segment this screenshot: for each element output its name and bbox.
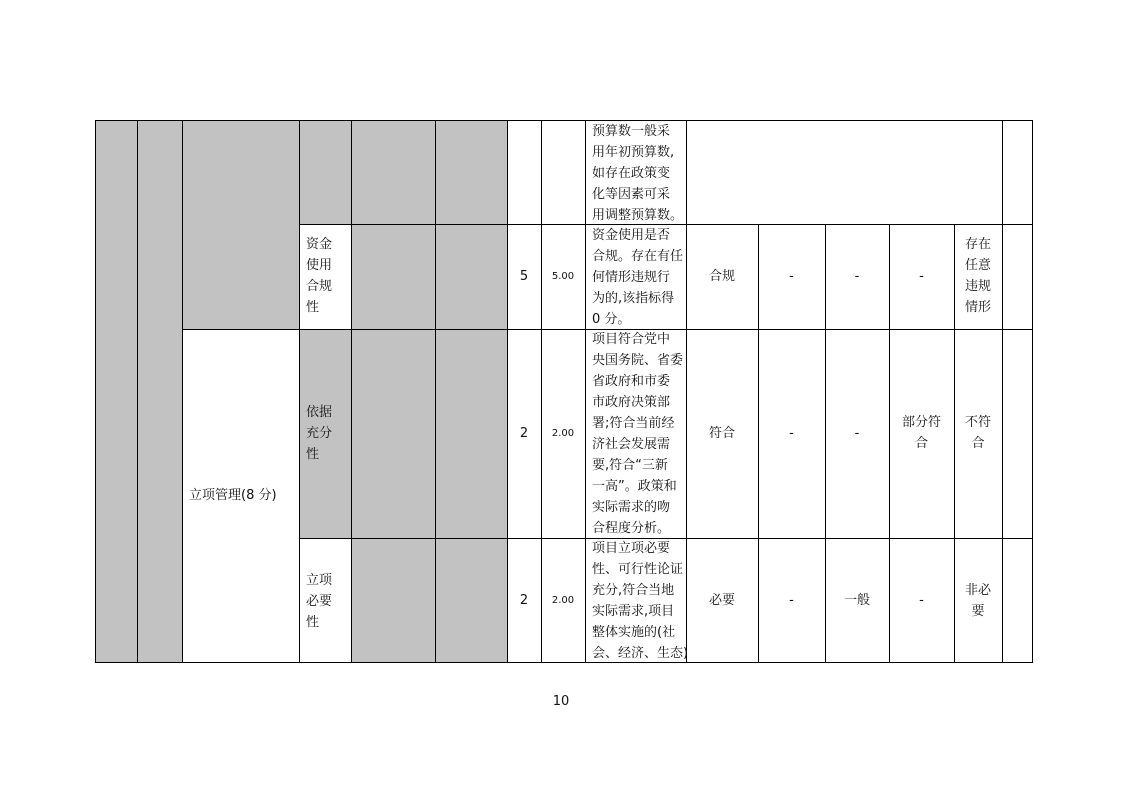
row4-level-3: 一般	[843, 593, 870, 608]
row2-level-5: 存在 任意 违规 情形	[964, 237, 991, 315]
grid-line	[95, 120, 96, 663]
row2-criteria: 资金使用是否 合规。存在有任 何情形违规行 为的,该指标得 0 分。	[592, 228, 684, 327]
grid-line	[1032, 120, 1033, 663]
row4-level-1: 必要	[708, 593, 735, 608]
grid-line	[137, 120, 138, 663]
col-c-shaded-top	[182, 120, 299, 329]
grid-line	[351, 120, 352, 663]
row4-criteria: 项目立项必要 性、可行性论证 充分,符合当地 实际需求,项目 整体实施的(社 会、经济、生态)	[592, 541, 689, 661]
row2-level-1: 合规	[708, 269, 735, 284]
col-e-shaded	[351, 120, 435, 663]
row2-score: 5.00	[551, 271, 575, 282]
col-a-shaded	[95, 120, 137, 663]
grid-line	[541, 120, 542, 663]
page-number: 10	[552, 694, 570, 709]
row4-level-4: -	[919, 593, 924, 608]
row2-level-2: -	[789, 269, 794, 284]
row3-level-1: 符合	[708, 426, 735, 441]
grid-line	[299, 120, 300, 663]
row2-level-3: -	[854, 269, 860, 284]
row4-weight: 2	[519, 593, 529, 608]
grid-line	[507, 120, 508, 663]
row3-level-3: -	[854, 426, 860, 441]
grid-line	[1002, 120, 1003, 663]
grid-line	[585, 120, 586, 663]
grid-line	[182, 120, 183, 663]
row2-level-4: -	[919, 269, 924, 284]
evaluation-table	[95, 120, 1033, 663]
row3-level-4: 部分符 合	[901, 415, 941, 451]
grid-line	[95, 662, 1033, 663]
row2-weight: 5	[519, 269, 529, 284]
row4-level-2: -	[789, 593, 794, 608]
row3-indicator: 依据 充分 性	[306, 405, 333, 462]
grid-line	[95, 120, 1033, 121]
row3-score: 2.00	[551, 428, 575, 439]
group-label: 立项管理(8 分)	[189, 488, 277, 503]
row2-indicator: 资金 使用 合规 性	[306, 237, 333, 315]
row3-level-2: -	[789, 426, 794, 441]
grid-line	[435, 120, 436, 663]
col-f-shaded	[435, 120, 507, 663]
col-d-shaded-top	[299, 120, 351, 224]
row3-weight: 2	[519, 426, 529, 441]
col-b-shaded	[137, 120, 182, 663]
row3-criteria: 项目符合党中 央国务院、省委 省政府和市委 市政府决策部 署;符合当前经 济社会发展需 要,符合“三新 一高”。政策和 实际需求的吻 合程度分析。	[592, 332, 684, 536]
row4-indicator: 立项 必要 性	[306, 573, 333, 630]
row4-level-5: 非必 要	[964, 583, 991, 619]
row1-criteria: 预算数一般采 用年初预算数, 如存在政策变 化等因素可采 用调整预算数。	[592, 124, 684, 223]
row4-score: 2.00	[551, 595, 575, 606]
row3-level-5: 不符 合	[964, 415, 991, 451]
